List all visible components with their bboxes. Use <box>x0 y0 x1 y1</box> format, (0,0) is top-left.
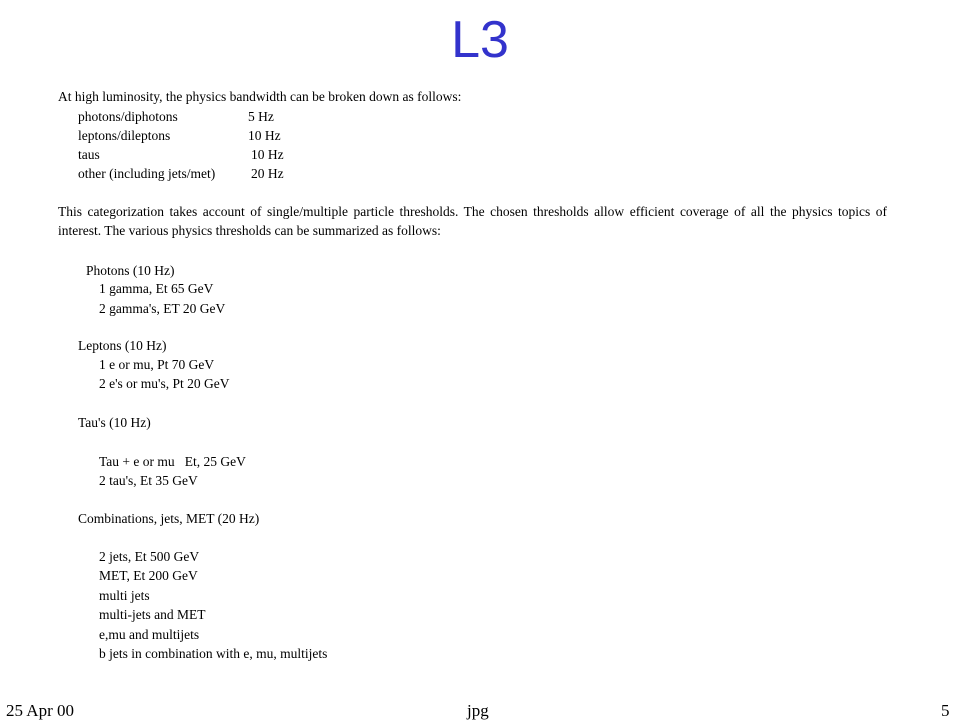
combinations-item: e,mu and multijets <box>99 627 200 642</box>
bandwidth-value: 10 Hz <box>251 147 284 162</box>
bandwidth-row <box>78 127 281 144</box>
footer-author: jpg <box>467 701 489 720</box>
taus-item: Tau + e or mu Et, 25 GeV <box>99 454 246 469</box>
footer-page-number: 5 <box>941 701 950 720</box>
combinations-item: multi-jets and MET <box>99 607 206 622</box>
footer-date: 25 Apr 00 <box>6 701 74 720</box>
combinations-item: b jets in combination with e, mu, multijets <box>99 646 328 661</box>
leptons-item: 2 e's or mu's, Pt 20 GeV <box>99 376 230 391</box>
intro-text: At high luminosity, the physics bandwidth can be broken down as follows: <box>58 89 462 104</box>
photons-heading: Photons (10 Hz) <box>86 263 175 278</box>
taus-item: 2 tau's, Et 35 GeV <box>99 473 198 488</box>
bandwidth-label: other (including jets/met) <box>78 166 216 181</box>
bandwidth-value: 5 Hz <box>248 109 274 124</box>
categorization-paragraph: This categorization takes account of single/multiple particle thresholds. The chosen thresholds allow efficient coverage of all the physics topics of interest. The various physics thresholds can be summarized as follows: <box>58 204 887 238</box>
photons-item: 2 gamma's, ET 20 GeV <box>99 301 226 316</box>
bandwidth-label: taus <box>78 147 100 162</box>
bandwidth-value: 20 Hz <box>251 166 284 181</box>
bandwidth-row <box>78 165 284 182</box>
leptons-heading: Leptons (10 Hz) <box>78 338 167 353</box>
bandwidth-label: photons/diphotons <box>78 109 178 124</box>
bandwidth-row <box>78 146 284 163</box>
combinations-heading: Combinations, jets, MET (20 Hz) <box>78 511 260 526</box>
photons-item: 1 gamma, Et 65 GeV <box>99 281 214 296</box>
combinations-item: MET, Et 200 GeV <box>99 568 198 583</box>
slide-title: L3 <box>451 11 509 69</box>
bandwidth-value: 10 Hz <box>248 128 281 143</box>
combinations-item: 2 jets, Et 500 GeV <box>99 549 200 564</box>
bandwidth-label: leptons/dileptons <box>78 128 171 143</box>
taus-heading: Tau's (10 Hz) <box>78 415 151 430</box>
bandwidth-row <box>78 108 274 125</box>
combinations-item: multi jets <box>99 588 150 603</box>
leptons-item: 1 e or mu, Pt 70 GeV <box>99 357 215 372</box>
